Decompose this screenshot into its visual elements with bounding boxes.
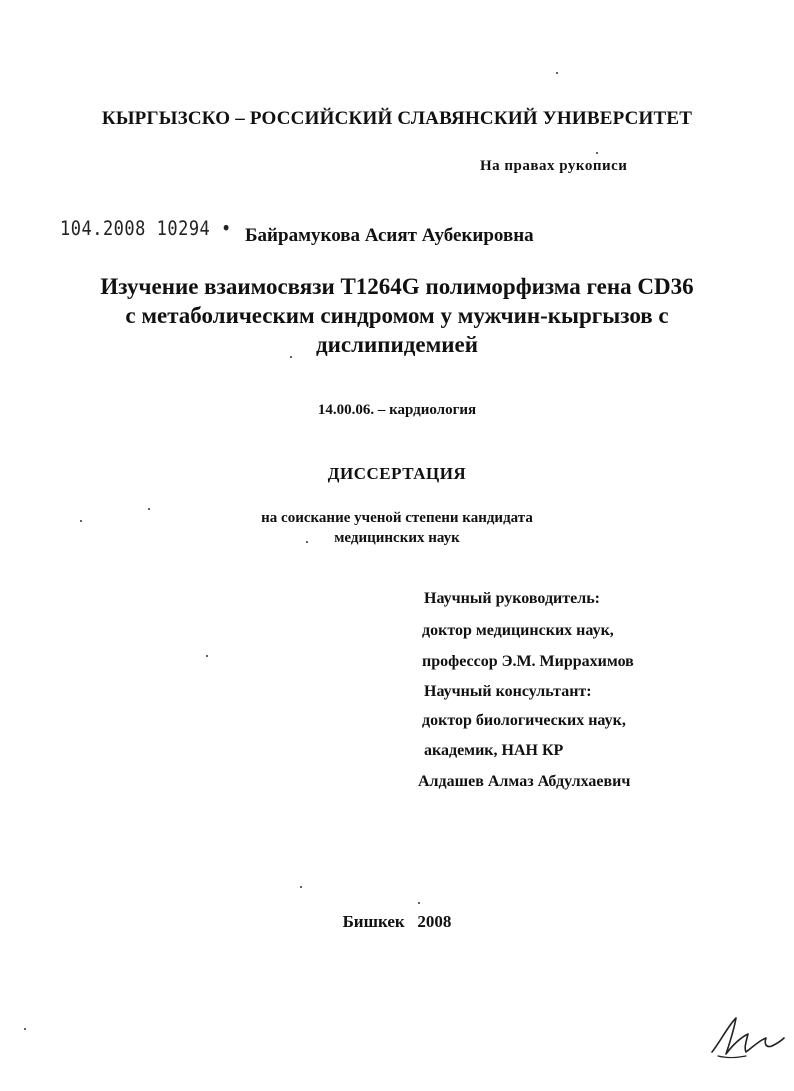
author-name: Байрамукова Асият Аубекировна bbox=[245, 225, 534, 246]
scan-speck bbox=[418, 902, 420, 904]
scan-speck bbox=[148, 508, 150, 510]
archive-code-stamp: 104.2008 10294 • bbox=[60, 217, 232, 241]
consultant-name: Алдашев Алмаз Абдулхаевич bbox=[418, 773, 631, 790]
scan-speck bbox=[80, 520, 82, 522]
city-year bbox=[0, 912, 794, 932]
supervisor-name: профессор Э.М. Миррахимов bbox=[422, 653, 634, 670]
city: Бишкек bbox=[342, 912, 405, 931]
signature-mark bbox=[706, 1012, 786, 1062]
consultant-label: Научный консультант: bbox=[424, 683, 592, 700]
manuscript-rights: На правах рукописи bbox=[480, 158, 628, 174]
degree-description bbox=[0, 508, 794, 548]
scan-speck bbox=[206, 655, 208, 657]
title-line-1: Изучение взаимосвязи T1264G полиморфизма гена CD36 bbox=[100, 274, 694, 299]
scan-speck bbox=[24, 1028, 26, 1030]
consultant-rank: академик, НАН КР bbox=[424, 742, 564, 759]
consultant-degree: доктор биологических наук, bbox=[422, 712, 626, 729]
title-line-2: с метаболическим синдромом у мужчин-кыргызов с bbox=[125, 303, 669, 328]
scan-speck bbox=[290, 356, 292, 358]
scan-speck bbox=[300, 886, 302, 888]
document-type: ДИССЕРТАЦИЯ bbox=[327, 464, 467, 483]
title-line-3: дислипидемией bbox=[316, 332, 478, 357]
year: 2008 bbox=[417, 912, 452, 931]
university-name: КЫРГЫЗСКО – РОССИЙСКИЙ СЛАВЯНСКИЙ УНИВЕРСИТЕТ bbox=[101, 108, 693, 129]
degree-line-2: медицинских наук bbox=[334, 530, 460, 546]
supervisor-degree: доктор медицинских наук, bbox=[422, 622, 614, 639]
scan-speck bbox=[596, 152, 598, 154]
supervisor-label: Научный руководитель: bbox=[424, 590, 600, 607]
specialty-code: 14.00.06. – кардиология bbox=[317, 402, 477, 418]
degree-line-1: на соискание ученой степени кандидата bbox=[261, 510, 533, 526]
scan-speck bbox=[306, 541, 308, 543]
dissertation-title bbox=[0, 272, 794, 359]
scan-speck bbox=[556, 72, 558, 74]
